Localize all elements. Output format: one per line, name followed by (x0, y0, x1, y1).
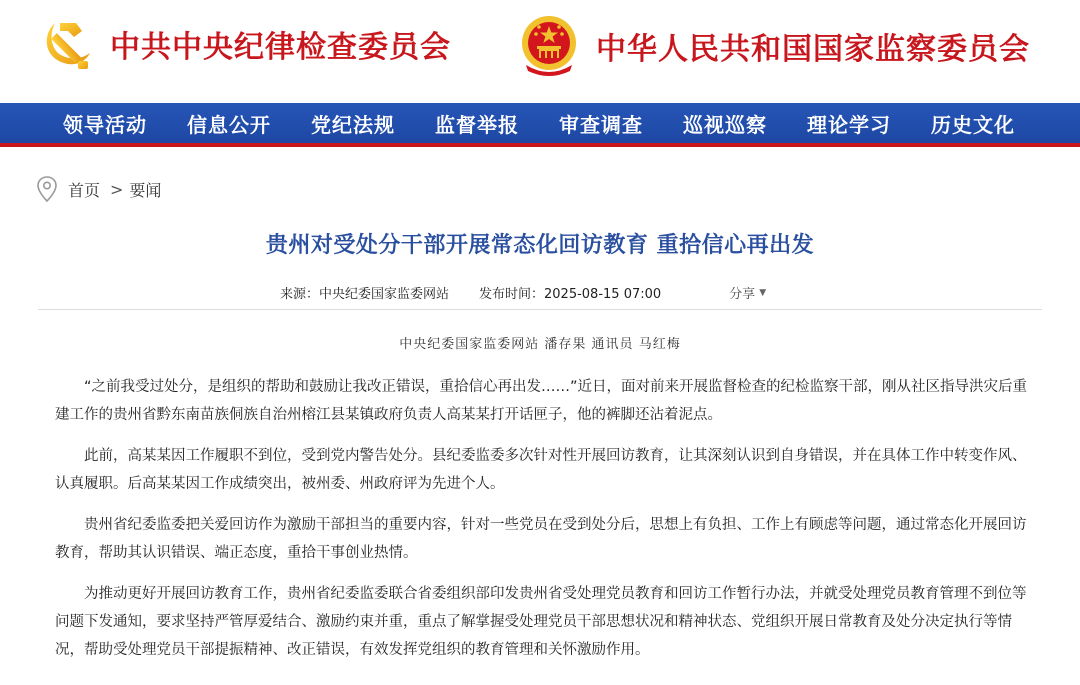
article-paragraph: 贵州省纪委监委把关爱回访作为激励干部担当的重要内容，针对一些党员在受到处分后，思想上有负担、工作上有顾虑等问题，通过常态化开展回访教育，帮助其认识错误、端正态度，重拾干事创业热情。 (55, 517, 1027, 561)
article-title: 贵州对受处分干部开展常态化回访教育 重拾信心再出发 (265, 233, 815, 258)
ccdi-logo[interactable] (38, 15, 451, 73)
main-nav (0, 103, 1080, 147)
nsc-title: 中华人民共和国国家监察委员会 (596, 32, 1030, 67)
nav-item-inspection[interactable]: 巡视巡察 (683, 112, 767, 137)
nsc-logo[interactable] (518, 13, 1030, 79)
breadcrumb-current[interactable]: 要闻 (129, 180, 162, 200)
share-button[interactable] (729, 283, 766, 302)
nav-item-supervision-report[interactable]: 监督举报 (435, 112, 519, 137)
nav-item-regulations[interactable]: 党纪法规 (311, 112, 395, 137)
ccdi-title: 中共中央纪律检查委员会 (110, 30, 451, 65)
nav-item-info-disclosure[interactable]: 信息公开 (187, 112, 271, 137)
article-source: 来源：中央纪委国家监委网站 (280, 287, 450, 302)
breadcrumb-home[interactable]: 首页 (68, 180, 101, 200)
article-byline: 中央纪委国家监委网站 潘存果 通讯员 马红梅 (399, 337, 681, 352)
site-header (0, 0, 1080, 103)
article-body (55, 373, 1035, 677)
location-pin-icon (36, 175, 58, 203)
national-emblem-icon (518, 13, 580, 79)
nav-item-leadership[interactable]: 领导活动 (63, 112, 147, 137)
chevron-down-icon: ▼ (759, 287, 767, 298)
meta-divider (38, 309, 1042, 310)
article-time: 发布时间：2025-08-15 07:00 (479, 287, 662, 302)
article-paragraph: “之前我受过处分，是组织的帮助和鼓励让我改正错误，重拾信心再出发……”近日，面对前来开展监督检查的纪检监察干部，刚从社区指导洪灾后重建工作的贵州省黔东南苗族侗族自治州榕江县某镇政府负责人高某某打开话匣子，他的裤脚还沾着泥点。 (55, 379, 1028, 423)
nav-item-investigation[interactable]: 审查调查 (559, 112, 643, 137)
article-paragraph: 此前，高某某因工作履职不到位，受到党内警告处分。县纪委监委多次针对性开展回访教育，让其深刻认识到自身错误，并在具体工作中转变作风、认真履职。后高某某因工作成绩突出，被州委、州政府评为先进个人。 (55, 448, 1027, 492)
nav-item-theory[interactable]: 理论学习 (807, 112, 891, 137)
nav-item-history[interactable]: 历史文化 (931, 112, 1015, 137)
breadcrumb (36, 175, 161, 203)
article-paragraph: 为推动更好开展回访教育工作，贵州省纪委监委联合省委组织部印发贵州省受处理党员教育和回访工作暂行办法，并就受处理党员教育管理不到位等问题下发通知，要求坚持严管厚爱结合、激励约束并重，重点了解掌握受处理党员干部思想状况和精神状态、党组织开展日常教育及处分决定执行等情况，帮助受处理党员干部提振精神、改正错误，有效发挥党组织的教育管理和关怀激励作用。 (55, 586, 1027, 658)
share-label: 分享 (729, 287, 756, 302)
breadcrumb-separator: > (110, 179, 124, 199)
hammer-sickle-icon (38, 15, 96, 73)
article-meta (280, 283, 766, 302)
